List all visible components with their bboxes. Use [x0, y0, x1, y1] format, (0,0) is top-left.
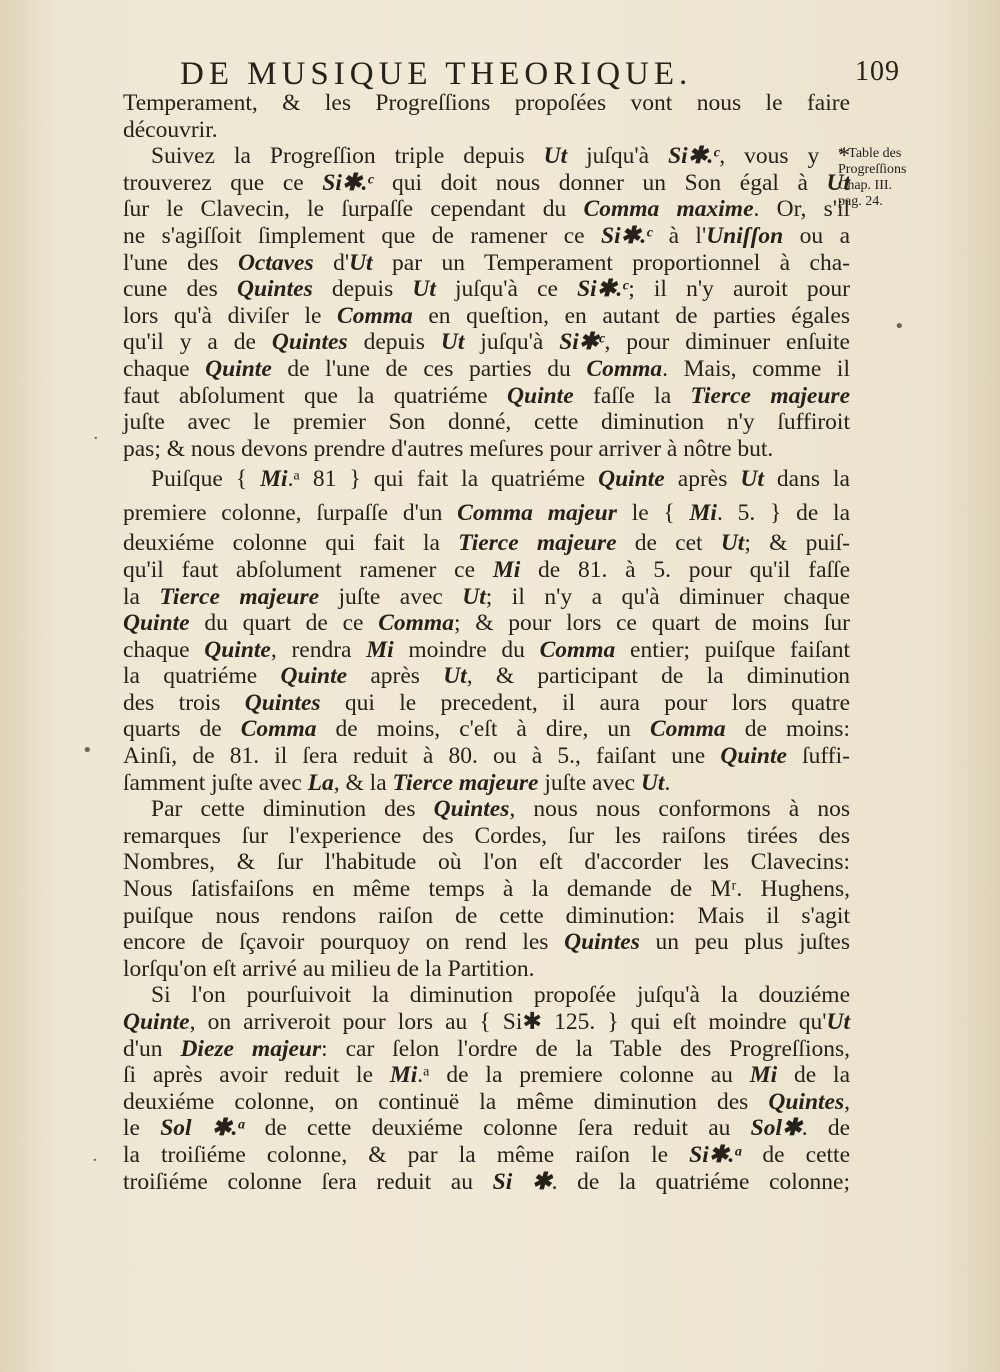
text-line: ſi après avoir reduit le Mi.ᵃ de la premiere colonne au Mi de la	[123, 1062, 850, 1089]
page-number: 109	[855, 56, 900, 87]
margin-note-line: Progreſſions	[838, 162, 907, 177]
margin-note	[838, 146, 998, 210]
text-line: découvrir.	[123, 116, 218, 143]
text-line: Par cette diminution des Quintes, nous nous conformons à nos	[151, 796, 850, 823]
text-line: des trois Quintes qui le precedent, il aura pour lors quatre	[123, 689, 850, 716]
text-line: ſur le Clavecin, le ſurpaſſe cependant du Comma maxime. Or, s'il	[123, 196, 851, 223]
text-line: Nous ſatisfaiſons en même temps à la demande de Mʳ. Hughens,	[123, 876, 850, 903]
text-line: Quinte, on arriveroit pour lors au { Si✱ 125. } qui eſt moindre qu'Ut	[123, 1009, 850, 1035]
text-line: Nombres, & ſur l'habitude où l'on eſt d'accorder les Clavecins:	[123, 849, 850, 876]
print-speck: •	[894, 316, 905, 337]
text-line: troiſiéme colonne ſera reduit au Si ✱. de la quatriéme colonne;	[123, 1168, 851, 1195]
text-line: lorſqu'on eſt arrivé au milieu de la Partition.	[123, 955, 535, 982]
body-text	[123, 90, 850, 1195]
text-line: qu'il y a de Quintes depuis Ut juſqu'à Si✱ᶜ, pour diminuer enſuite	[123, 329, 850, 356]
text-line: puiſque nous rendons raiſon de cette diminution: Mais il s'agit	[123, 902, 850, 929]
text-line: qu'il faut abſolument ramener ce Mi de 81. à 5. pour qu'il faſſe	[123, 556, 850, 583]
text-line: remarques ſur l'experience des Cordes, ſur les raiſons tirées des	[123, 822, 850, 849]
text-line: lors qu'à diviſer le Comma en queſtion, en autant de parties égales	[123, 302, 851, 329]
text-line: la quatriéme Quinte après Ut, & participant de la diminution	[123, 663, 850, 690]
print-speck: •	[82, 740, 93, 761]
text-line: ne s'agiſſoit ſimplement que de ramener ce Si✱.ᶜ à l'Uniſſon ou a	[123, 222, 850, 249]
text-line: Suivez la Progreſſion triple depuis Ut juſqu'à Si✱.ᶜ, vous y *	[151, 143, 850, 170]
margin-note-line: Chap. III.	[838, 178, 893, 193]
text-line: deuxiéme colonne, on continuë la même diminution des Quintes,	[123, 1088, 850, 1115]
running-title: DE MUSIQUE THEORIQUE.	[180, 56, 693, 92]
text-line: premiere colonne, ſurpaſſe d'un Comma majeur le { Mi. 5. } de la	[123, 500, 851, 527]
text-line: cune des Quintes depuis Ut juſqu'à ce Si✱.ᶜ; il n'y auroit pour	[123, 276, 850, 303]
text-line: le Sol ✱.ᵃ de cette deuxiéme colonne ſera reduit au Sol✱. de	[123, 1115, 851, 1142]
text-line: faut abſolument que la quatriéme Quinte faſſe la Tierce majeure	[123, 382, 850, 409]
text-line: deuxiéme colonne qui fait la Tierce majeure de cet Ut; & puiſ-	[123, 530, 850, 557]
text-line: Ainſi, de 81. il ſera reduit à 80. ou à 5., faiſant une Quinte ſuffi-	[123, 743, 850, 770]
text-line: pas; & nous devons prendre d'autres meſures pour arriver à nôtre but.	[123, 435, 774, 462]
text-line: trouverez que ce Si✱.ᶜ qui doit nous donner un Son égal à Ut	[123, 169, 850, 196]
text-line: d'un Dieze majeur: car ſelon l'ordre de la Table des Progreſſions,	[123, 1035, 851, 1062]
text-line: l'une des Octaves d'Ut par un Temperament proportionnel à cha-	[123, 249, 850, 276]
print-speck: ·	[93, 428, 99, 449]
margin-note-line: pag. 24.	[838, 194, 883, 209]
text-line: quarts de Comma de moins, c'eſt à dire, un Comma de moins:	[123, 716, 850, 743]
text-line: ſamment juſte avec La, & la Tierce majeure juſte avec Ut.	[123, 769, 671, 796]
text-line: Si l'on pourſuivoit la diminution propoſée juſqu'à la douziéme	[151, 982, 850, 1009]
text-line: Quinte du quart de ce Comma; & pour lors ce quart de moins ſur	[123, 610, 851, 637]
margin-note-line: * Table des	[838, 146, 902, 161]
text-line: la Tierce majeure juſte avec Ut; il n'y a qu'à diminuer chaque	[123, 583, 850, 610]
text-line: la troiſiéme colonne, & par la même raiſon le Si✱.ᵃ de cette	[123, 1141, 850, 1168]
text-line: juſte avec le premier Son donné, cette diminution n'y ſuffiroit	[123, 409, 850, 436]
text-line: encore de ſçavoir pourquoy on rend les Quintes un peu plus juſtes	[123, 929, 850, 956]
text-line: chaque Quinte, rendra Mi moindre du Comma entier; puiſque faiſant	[123, 636, 850, 663]
text-line: Temperament, & les Progreſſions propoſées vont nous le faire	[123, 90, 850, 116]
print-speck: ·	[92, 1150, 98, 1171]
text-line: chaque Quinte de l'une de ces parties du Comma. Mais, comme il	[123, 355, 850, 382]
text-line: Puiſque { Mi.ᵃ 81 } qui fait la quatriéme Quinte après Ut dans la	[151, 466, 850, 493]
